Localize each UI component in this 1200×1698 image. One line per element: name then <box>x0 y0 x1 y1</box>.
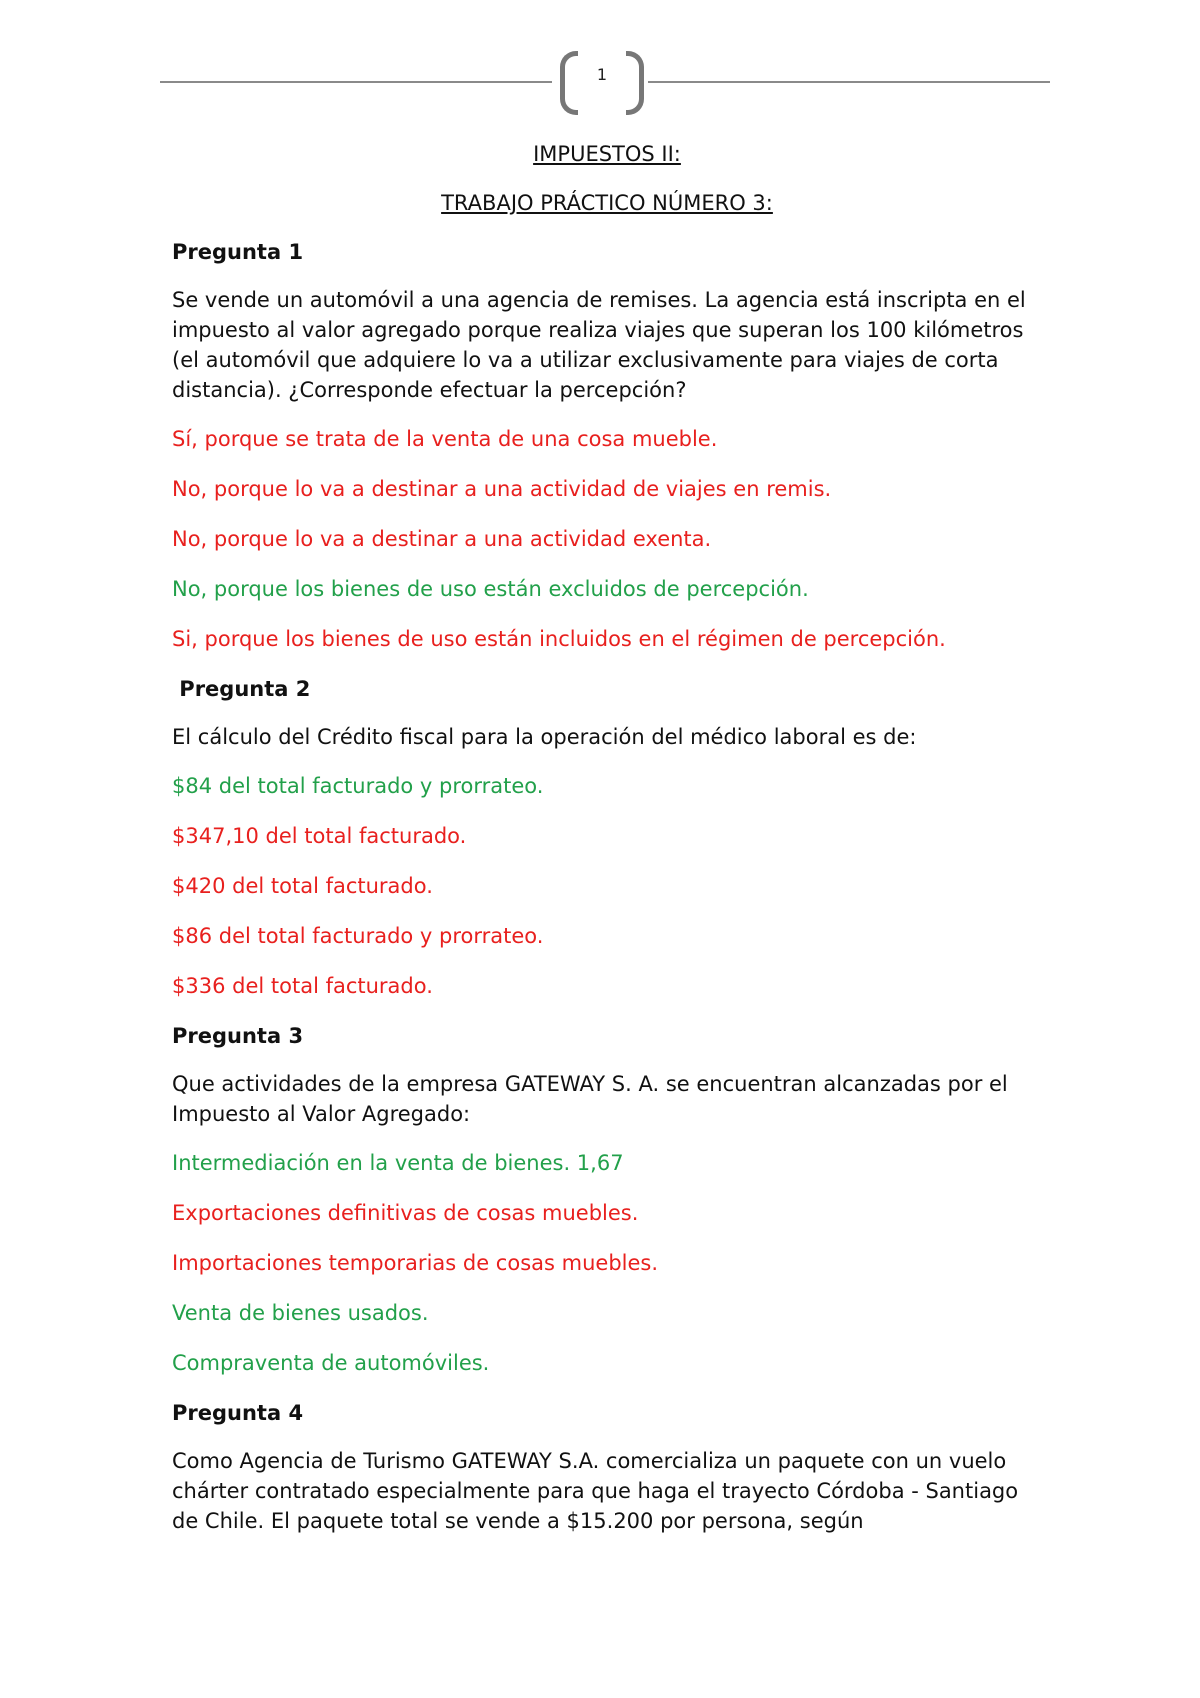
answer-option-correct: $84 del total facturado y prorrateo. <box>172 774 544 798</box>
answer-option: Sí, porque se trata de la venta de una cosa mueble. <box>172 427 718 451</box>
question-text: Como Agencia de Turismo GATEWAY S.A. comercializa un paquete con un vuelo chárter contratado especialmente para que haga el trayecto Córdoba - Santiago de Chile. El paquete total se vende a $15.200 por persona, según <box>172 1449 1019 1533</box>
page-number: 1 <box>596 65 608 84</box>
answer-option: Importaciones temporarias de cosas muebles. <box>172 1251 659 1275</box>
question-text: Que actividades de la empresa GATEWAY S. A. se encuentran alcanzadas por el Impuesto al Valor Agregado: <box>172 1072 1008 1126</box>
question-heading: Pregunta 3 <box>172 1024 304 1048</box>
question-heading: Pregunta 2 <box>172 677 311 701</box>
page-header <box>160 45 1050 125</box>
question-block <box>172 1399 1042 1536</box>
answer-option: $347,10 del total facturado. <box>172 824 467 848</box>
right-brace-icon <box>626 51 644 115</box>
question-block <box>172 238 1042 653</box>
question-heading: Pregunta 1 <box>172 240 304 264</box>
answer-option: Si, porque los bienes de uso están incluidos en el régimen de percepción. <box>172 627 946 651</box>
question-heading: Pregunta 4 <box>172 1401 304 1425</box>
answer-option: Exportaciones definitivas de cosas muebles. <box>172 1201 639 1225</box>
document-title: IMPUESTOS II: <box>533 142 681 166</box>
answer-option-correct: Intermediación en la venta de bienes. 1,67 <box>172 1151 624 1175</box>
answer-option: $336 del total facturado. <box>172 974 433 998</box>
question-block <box>172 1022 1042 1377</box>
answer-option: $86 del total facturado y prorrateo. <box>172 924 544 948</box>
answer-option-correct: Venta de bienes usados. <box>172 1301 429 1325</box>
header-rule-right <box>648 81 1050 83</box>
answer-option: $420 del total facturado. <box>172 874 433 898</box>
document-body <box>172 140 1042 1556</box>
answer-option-correct: No, porque los bienes de uso están excluidos de percepción. <box>172 577 809 601</box>
header-rule-left <box>160 81 552 83</box>
question-text: Se vende un automóvil a una agencia de remises. La agencia está inscripta en el impuesto al valor agregado porque realiza viajes que superan los 100 kilómetros (el automóvil que adquiere lo va a utilizar exclusivamente para viajes de corta distancia). ¿Corresponde efectuar la percepción? <box>172 288 1026 402</box>
question-text: El cálculo del Crédito fiscal para la operación del médico laboral es de: <box>172 725 917 749</box>
answer-option: No, porque lo va a destinar a una actividad de viajes en remis. <box>172 477 832 501</box>
question-block <box>172 675 1042 1000</box>
answer-option-correct: Compraventa de automóviles. <box>172 1351 490 1375</box>
document-subtitle: TRABAJO PRÁCTICO NÚMERO 3: <box>441 191 773 215</box>
answer-option: No, porque lo va a destinar a una actividad exenta. <box>172 527 712 551</box>
